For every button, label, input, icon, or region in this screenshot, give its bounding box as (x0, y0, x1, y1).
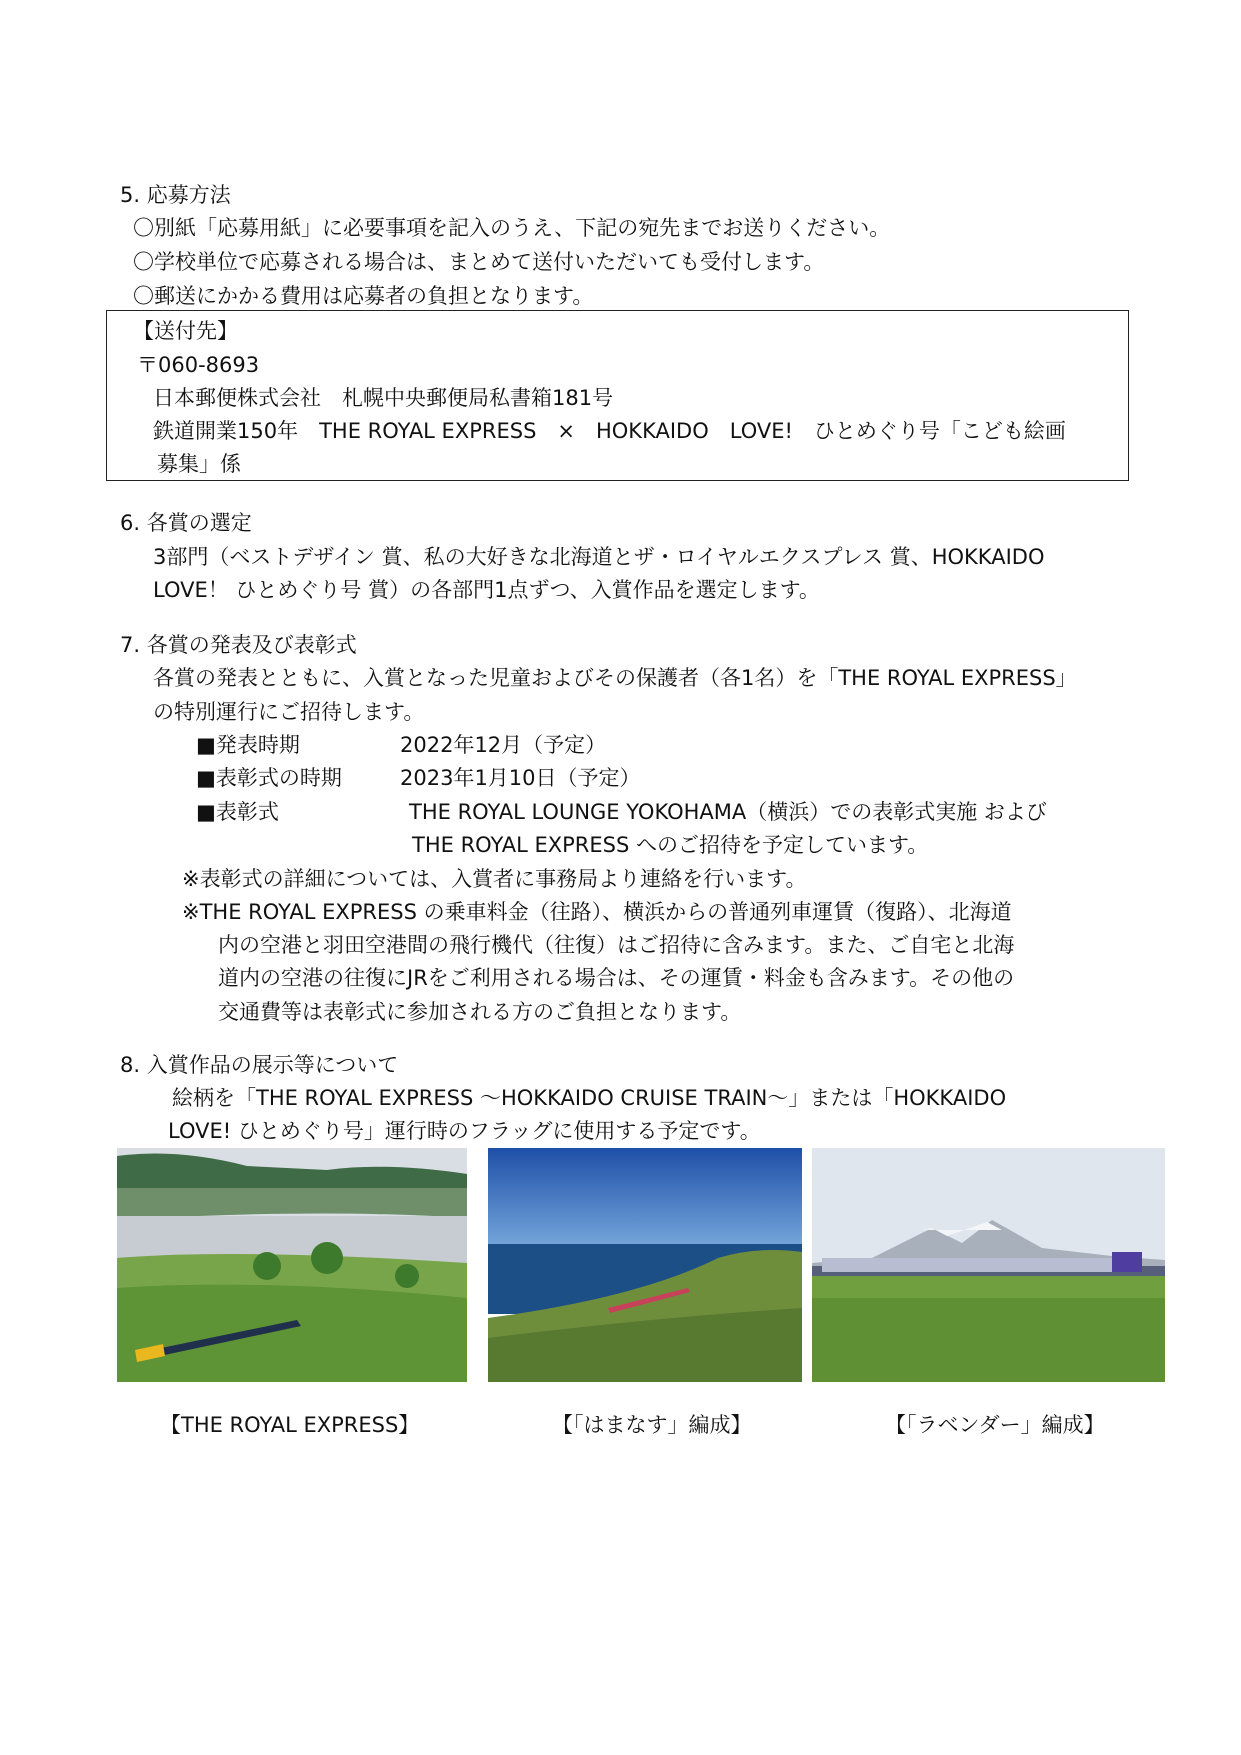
schedule-value-ceremony: THE ROYAL LOUNGE YOKOHAMA（横浜）での表彰式実施 および (409, 800, 1047, 824)
schedule-value-announcement: 2022年12月（予定） (400, 733, 607, 757)
schedule-value-ceremony-continued: THE ROYAL EXPRESS へのご招待を予定しています。 (412, 833, 929, 857)
photo-caption-royal-express: 【THE ROYAL EXPRESS】 (160, 1413, 420, 1437)
schedule-label-ceremony-date: ■表彰式の時期 (196, 766, 342, 790)
photo-hamanasu (488, 1148, 802, 1382)
section-5-bullet-2: 〇学校単位で応募される場合は、まとめて送付いただいても受付します。 (133, 250, 825, 274)
note-ceremony-details: ※表彰式の詳細については、入賞者に事務局より連絡を行います。 (182, 867, 807, 891)
photo-caption-lavender: 【「ラベンダー」編成】 (885, 1413, 1105, 1437)
section-6-paragraph-line-1: 3部門（ベストデザイン 賞、私の大好きな北海道とザ・ロイヤルエクスプレス 賞、HOKKAIDO (153, 545, 1045, 569)
address-line-3: 募集」係 (157, 452, 241, 476)
schedule-value-ceremony-date: 2023年1月10日（予定） (400, 766, 641, 790)
section-7-heading: 7. 各賞の発表及び表彰式 (120, 633, 357, 657)
schedule-label-announcement: ■発表時期 (196, 733, 300, 757)
section-8-paragraph-line-1: 絵柄を「THE ROYAL EXPRESS ～HOKKAIDO CRUISE TRAIN～」または「HOKKAIDO (172, 1086, 1007, 1110)
section-5-bullet-1: 〇別紙「応募用紙」に必要事項を記入のうえ、下記の宛先までお送りください。 (133, 216, 891, 240)
section-6-paragraph-line-2: LOVE！ ひとめぐり号 賞）の各部門1点ずつ、入賞作品を選定します。 (153, 578, 820, 602)
section-5-bullet-3: 〇郵送にかかる費用は応募者の負担となります。 (133, 284, 594, 308)
photo-caption-hamanasu: 【「はまなす」編成】 (552, 1413, 752, 1437)
section-8-heading: 8. 入賞作品の展示等について (120, 1053, 399, 1077)
section-7-paragraph-line-1: 各賞の発表とともに、入賞となった児童およびその保護者（各1名）を「THE ROYAL EXPRESS」 (153, 666, 1077, 690)
section-6-heading: 6. 各賞の選定 (120, 511, 252, 535)
note-travel-costs-line-2: 内の空港と羽田空港間の飛行機代（往復）はご招待に含みます。また、ご自宅と北海 (218, 933, 1015, 957)
note-travel-costs-line-3: 道内の空港の往復にJRをご利用される場合は、その運賃・料金も含みます。その他の (218, 966, 1015, 990)
photo-royal-express (117, 1148, 467, 1382)
note-travel-costs-line-4: 交通費等は表彰式に参加される方のご負担となります。 (218, 1000, 742, 1024)
photo-lavender (812, 1148, 1165, 1382)
address-line-1: 日本郵便株式会社 札幌中央郵便局私書箱181号 (153, 386, 614, 410)
section-8-paragraph-line-2: LOVE! ひとめぐり号」運行時のフラッグに使用する予定です。 (168, 1119, 761, 1143)
section-7-paragraph-line-2: の特別運行にご招待します。 (153, 700, 425, 724)
note-travel-costs-line-1: ※THE ROYAL EXPRESS の乗車料金（往路）、横浜からの普通列車運賃（復路）、北海道 (182, 900, 1012, 924)
address-box-title: 【送付先】 (133, 319, 238, 343)
address-postal-code: 〒060-8693 (137, 353, 260, 377)
section-5-heading: 5. 応募方法 (120, 183, 231, 207)
address-line-2: 鉄道開業150年 THE ROYAL EXPRESS × HOKKAIDO LOVE! ひとめぐり号「こども絵画 (153, 419, 1066, 443)
schedule-label-ceremony: ■表彰式 (196, 800, 279, 824)
